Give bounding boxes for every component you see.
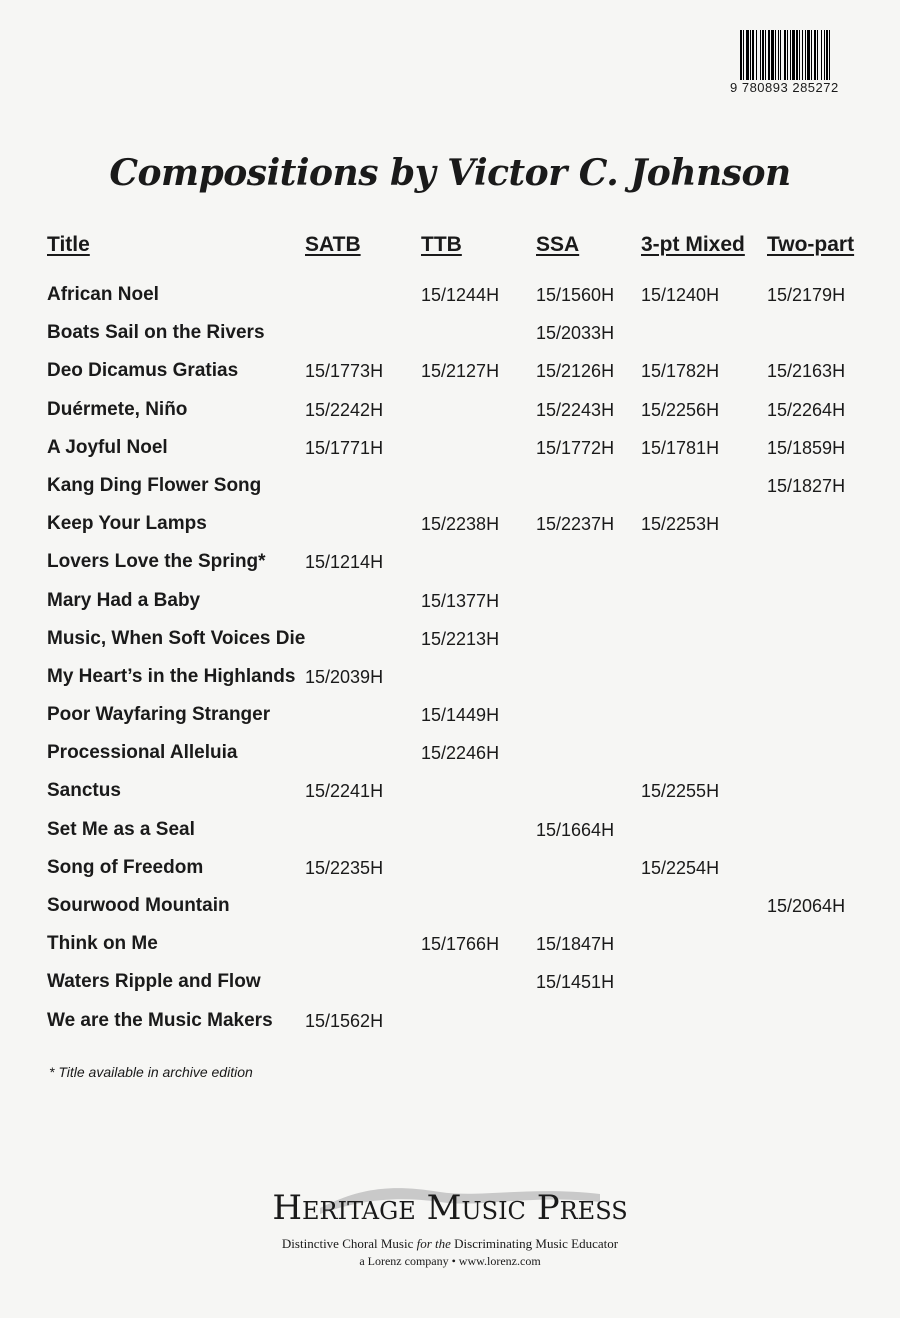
- barcode: [730, 28, 870, 96]
- catalog-number: 15/1562H: [305, 1010, 384, 1031]
- table-row: [0, 742, 900, 780]
- header-two-part: Two-part: [767, 233, 855, 256]
- catalog-number: 15/2255H: [641, 781, 720, 802]
- table-row: [0, 284, 900, 322]
- table-row: [0, 1010, 900, 1048]
- composition-title: Poor Wayfaring Stranger: [47, 704, 271, 726]
- catalog-number: 15/1214H: [305, 552, 384, 573]
- footnote: * Title available in archive edition: [49, 1064, 253, 1080]
- composition-title: Think on Me: [47, 933, 158, 955]
- catalog-number: 15/2127H: [421, 361, 500, 382]
- composition-title: We are the Music Makers: [47, 1009, 273, 1031]
- catalog-number: 15/1766H: [421, 934, 500, 955]
- catalog-number: 15/1244H: [421, 285, 500, 305]
- composition-title: African Noel: [47, 284, 159, 305]
- catalog-number: 15/1859H: [767, 437, 846, 458]
- catalog-number: 15/2246H: [421, 743, 500, 764]
- page-title: Compositions by Victor C. Johnson: [109, 152, 791, 194]
- catalog-number: 15/2254H: [641, 857, 720, 878]
- publisher-tagline: Distinctive Choral Music for the Discriminating Music Educator: [281, 1236, 619, 1251]
- table-row: [0, 704, 900, 742]
- publisher-name: Heritage Music Press: [272, 1188, 628, 1228]
- catalog-number: 15/1847H: [536, 934, 615, 955]
- composition-title: Sourwood Mountain: [47, 895, 230, 916]
- catalog-number: 15/2253H: [641, 514, 720, 535]
- catalog-number: 15/1781H: [641, 437, 720, 458]
- header-ssa: SSA: [536, 233, 580, 256]
- composition-title: Boats Sail on the Rivers: [47, 322, 265, 344]
- composition-title: Duérmete, Niño: [47, 398, 188, 420]
- header-title: Title: [47, 233, 90, 256]
- catalog-number: 15/1377H: [421, 590, 500, 611]
- catalog-number: 15/1240H: [641, 285, 720, 305]
- catalog-number: 15/1449H: [421, 705, 500, 726]
- catalog-number: 15/1771H: [305, 437, 384, 458]
- composition-title: Set Me as a Seal: [47, 818, 195, 840]
- table-row: [0, 666, 900, 704]
- table-row: [0, 437, 900, 475]
- header-3pt-mixed: 3-pt Mixed: [641, 233, 745, 256]
- table-row: [0, 933, 900, 971]
- catalog-number: 15/2064H: [767, 896, 846, 916]
- table-row: [0, 780, 900, 818]
- catalog-number: 15/1772H: [536, 437, 615, 458]
- table-row: [0, 857, 900, 895]
- table-row: [0, 399, 900, 437]
- composition-title: Sanctus: [47, 780, 121, 802]
- table-row: [0, 551, 900, 589]
- header-satb: SATB: [305, 233, 361, 256]
- composition-title: Waters Ripple and Flow: [47, 971, 261, 993]
- publisher-logo: [0, 1188, 900, 1228]
- composition-title: A Joyful Noel: [47, 436, 168, 458]
- catalog-number: 15/2241H: [305, 781, 384, 802]
- catalog-number: 15/2213H: [421, 628, 500, 649]
- barcode-bar: [830, 30, 832, 80]
- catalog-number: 15/1560H: [536, 285, 615, 305]
- composition-title: Lovers Love the Spring*: [47, 551, 266, 573]
- barcode-number: 9 780893 285272: [730, 80, 839, 95]
- table-row: [0, 628, 900, 666]
- catalog-number: 15/2256H: [641, 399, 720, 420]
- catalog-number: 15/1451H: [536, 972, 615, 993]
- catalog-number: 15/2163H: [767, 361, 846, 382]
- composition-title: Song of Freedom: [47, 856, 204, 878]
- compositions-table: [0, 284, 900, 1048]
- catalog-number: 15/2264H: [767, 399, 846, 420]
- publisher-subline: a Lorenz company • www.lorenz.com: [359, 1254, 541, 1268]
- catalog-number: 15/2238H: [421, 514, 500, 535]
- table-row: [0, 971, 900, 1009]
- catalog-number: 15/2179H: [767, 285, 846, 305]
- catalog-number: 15/2033H: [536, 323, 615, 344]
- table-row: [0, 360, 900, 398]
- composition-title: My Heart’s in the Highlands: [47, 665, 296, 687]
- barcode-bars: [740, 30, 866, 80]
- composition-title: Processional Alleluia: [47, 742, 238, 764]
- catalog-number: 15/2126H: [536, 361, 615, 382]
- catalog-number: 15/1827H: [767, 475, 846, 496]
- composition-title: Deo Dicamus Gratias: [47, 360, 239, 382]
- table-row: [0, 475, 900, 513]
- catalog-number: 15/1773H: [305, 361, 384, 382]
- catalog-number: 15/2235H: [305, 857, 384, 878]
- composition-title: Kang Ding Flower Song: [47, 474, 262, 496]
- table-row: [0, 322, 900, 360]
- composition-title: Keep Your Lamps: [47, 513, 207, 535]
- catalog-number: 15/2242H: [305, 399, 384, 420]
- catalog-number: 15/1664H: [536, 819, 615, 840]
- table-row: [0, 513, 900, 551]
- catalog-number: 15/2237H: [536, 514, 615, 535]
- catalog-number: 15/2039H: [305, 666, 384, 687]
- catalog-number: 15/2243H: [536, 399, 615, 420]
- composition-title: Music, When Soft Voices Die: [47, 627, 306, 649]
- table-row: [0, 819, 900, 857]
- catalog-number: 15/1782H: [641, 361, 720, 382]
- table-row: [0, 590, 900, 628]
- composition-title: Mary Had a Baby: [47, 589, 201, 611]
- header-ttb: TTB: [421, 233, 462, 256]
- table-row: [0, 895, 900, 933]
